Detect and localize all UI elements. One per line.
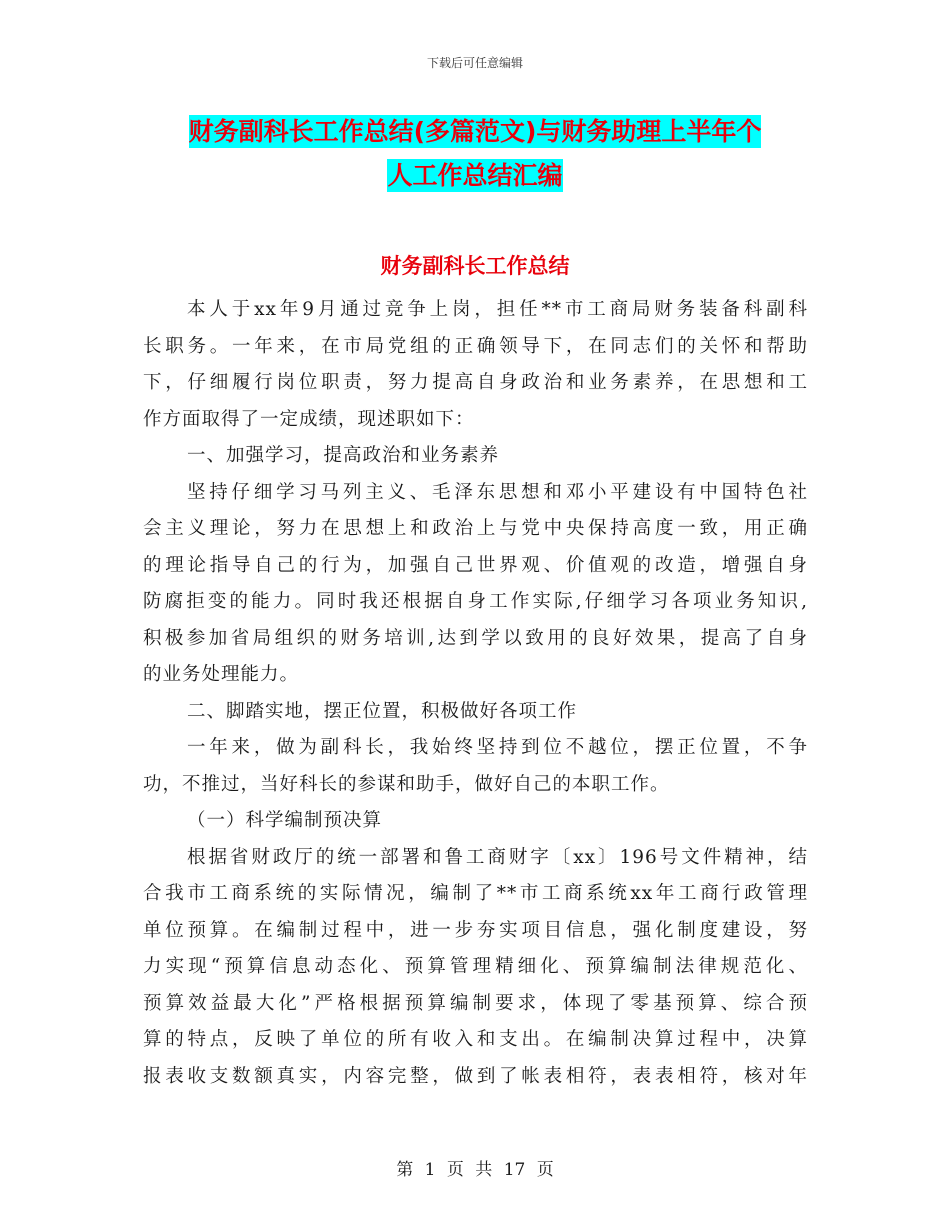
- body-line: 本人于xx年9月通过竞争上岗，担任**市工商局财务装备科副科: [187, 299, 808, 320]
- body-line: 积极参加省局组织的财务培训,达到学以致用的良好效果，提高了自身: [143, 627, 808, 649]
- body-line: 报表收支数额真实，内容完整，做到了帐表相符，表表相符，核对年: [143, 1065, 808, 1087]
- body-line: 会主义理论，努力在思想上和政治上与党中央保持高度一致，用正确: [143, 518, 808, 539]
- page-footer: 第 1 页 共 17 页: [396, 1160, 554, 1180]
- body-line: 二、脚踏实地，摆正位置，积极做好各项工作: [187, 700, 578, 722]
- body-line: 单位预算。在编制过程中，进一步夯实项目信息，强化制度建设，努: [143, 919, 808, 941]
- body-line: 作方面取得了一定成绩，现述职如下：: [143, 408, 475, 430]
- body-text: [143, 292, 808, 1095]
- body-line: 力实现“预算信息动态化、预算管理精细化、预算编制法律规范化、: [143, 956, 808, 977]
- body-line: （一）科学编制预决算: [187, 810, 383, 831]
- header-note: 下载后可任意编辑: [426, 56, 523, 70]
- document-title: [140, 110, 810, 198]
- body-line: 一年来，做为副科长，我始终坚持到位不越位，摆正位置，不争: [187, 737, 808, 758]
- section-title: 财务副科长工作总结: [380, 254, 570, 278]
- body-line: 功，不推过，当好科长的参谋和助手，做好自己的本职工作。: [143, 773, 670, 795]
- body-line: 预算效益最大化”严格根据预算编制要求，体现了零基预算、综合预: [143, 992, 808, 1014]
- body-line: 根据省财政厅的统一部署和鲁工商财字〔xx〕196号文件精神，结: [187, 846, 808, 868]
- title-line-1: 财务副科长工作总结(多篇范文)与财务助理上半年个: [188, 117, 762, 146]
- body-line: 的理论指导自己的行为，加强自己世界观、价值观的改造，增强自身: [143, 554, 808, 576]
- body-line: 下，仔细履行岗位职责，努力提高自身政治和业务素养，在思想和工: [143, 372, 808, 393]
- body-line: 坚持仔细学习马列主义、毛泽东思想和邓小平建设有中国特色社: [187, 481, 808, 503]
- title-line-2: 人工作总结汇编: [387, 161, 563, 190]
- body-line: 防腐拒变的能力。同时我还根据自身工作实际,仔细学习各项业务知识,: [143, 591, 808, 612]
- body-line: 一、加强学习，提高政治和业务素养: [187, 445, 500, 466]
- body-line: 算的特点，反映了单位的所有收入和支出。在编制决算过程中，决算: [143, 1029, 808, 1050]
- body-line: 的业务处理能力。: [143, 664, 300, 685]
- body-line: 长职务。一年来，在市局党组的正确领导下，在同志们的关怀和帮助: [143, 335, 808, 357]
- body-line: 合我市工商系统的实际情况，编制了**市工商系统xx年工商行政管理: [143, 883, 808, 904]
